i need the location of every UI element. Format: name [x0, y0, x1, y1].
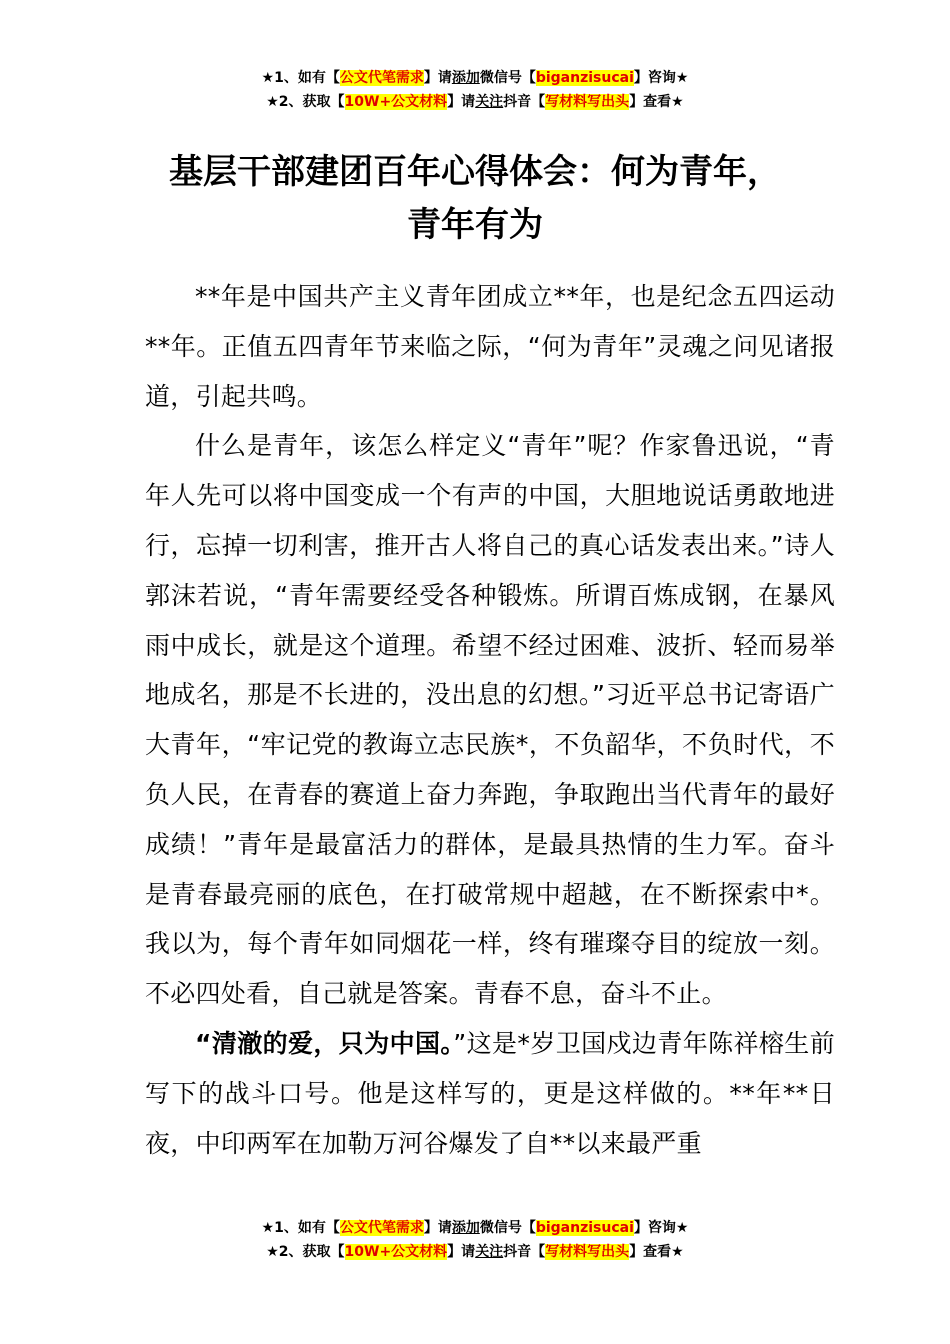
paragraph-3-bold-lead: “清澈的爱，只为中国。 — [195, 1028, 454, 1058]
underlined-text: 关注 — [475, 1244, 504, 1260]
underlined-text: 添加 — [451, 1220, 480, 1236]
banner-text: 】咨询★ — [633, 1220, 689, 1236]
highlight-materials: 10W+公文材料 — [344, 94, 448, 110]
banner-text: 】请 — [447, 94, 476, 110]
banner-text: ★2、获取【 — [266, 1244, 345, 1260]
banner-text: ★2、获取【 — [266, 94, 345, 110]
underlined-text: 添加 — [451, 70, 480, 86]
document-title — [100, 146, 850, 252]
banner-line-2 — [0, 1240, 950, 1264]
paragraph-2: 什么是青年，该怎么样定义“青年”呢？作家鲁迅说，“青年人先可以将中国变成一个有声的中国，大胆地说话勇敢地进行，忘掉一切利害，推开古人将自己的真心话发表出来。”诗人郭沫若说，“青年需要经受各种锻炼。所谓百炼成钢，在暴风雨中成长，就是这个道理。希望不经过困难、波折、轻而易举地成名，那是不长进的，没出息的幻想。”习近平总书记寄语广大青年，“牢记党的教诲立志民族*，不负韶华，不负时代，不负人民，在青春的赛道上奋力奔跑，争取跑出当代青年的最好成绩！”青年是最富活力的群体，是最具热情的生力军。奋斗是青春最亮丽的底色，在打破常规中超越，在不断探索中*。我以为，每个青年如同烟花一样，终有璀璨夺目的绽放一刻。不必四处看，自己就是答案。青春不息，奋斗不止。 — [145, 431, 835, 1009]
banner-text: 抖音【 — [503, 94, 546, 110]
banner-text: 】请 — [423, 70, 452, 86]
document-body — [145, 272, 835, 1168]
paragraph-3-text: ”这是*岁卫国戍边青年陈祥榕生前写下的战斗口号。他是这样写的，更是这样做的。**年**日夜，中印两军在加勒万河谷爆发了自**以来最严重 — [145, 1028, 835, 1158]
title-line-1: 基层干部建团百年心得体会：何为青年， — [169, 152, 781, 192]
highlight-wechat-id: biganzisucai — [535, 70, 634, 86]
highlight-materials: 10W+公文材料 — [344, 1244, 448, 1260]
title-line-2: 青年有为 — [407, 205, 543, 245]
highlight-douyin-account: 写材料写出头 — [545, 94, 630, 110]
banner-text: 】查看★ — [629, 1244, 684, 1260]
footer-banner — [0, 1216, 950, 1264]
banner-text: 微信号【 — [479, 70, 536, 86]
banner-text: 微信号【 — [479, 1220, 536, 1236]
banner-line-2 — [0, 90, 950, 114]
highlight-wechat-id: biganzisucai — [535, 1220, 634, 1236]
highlight-ghostwriting: 公文代笔需求 — [339, 1220, 424, 1236]
banner-text: 】咨询★ — [633, 70, 689, 86]
header-banner — [0, 66, 950, 114]
paragraph-1: **年是中国共产主义青年团成立**年，也是纪念五四运动**年。正值五四青年节来临之际，“何为青年”灵魂之问见诸报道，引起共鸣。 — [145, 282, 835, 411]
banner-text: ★1、如有【 — [261, 1220, 340, 1236]
banner-text: ★1、如有【 — [261, 70, 340, 86]
highlight-ghostwriting: 公文代笔需求 — [339, 70, 424, 86]
banner-text: 抖音【 — [503, 1244, 546, 1260]
banner-line-1 — [0, 1216, 950, 1240]
paragraph-3 — [145, 1019, 835, 1168]
underlined-text: 关注 — [475, 94, 504, 110]
banner-text: 】请 — [447, 1244, 476, 1260]
highlight-douyin-account: 写材料写出头 — [545, 1244, 630, 1260]
banner-text: 】请 — [423, 1220, 452, 1236]
banner-line-1 — [0, 66, 950, 90]
banner-text: 】查看★ — [629, 94, 684, 110]
